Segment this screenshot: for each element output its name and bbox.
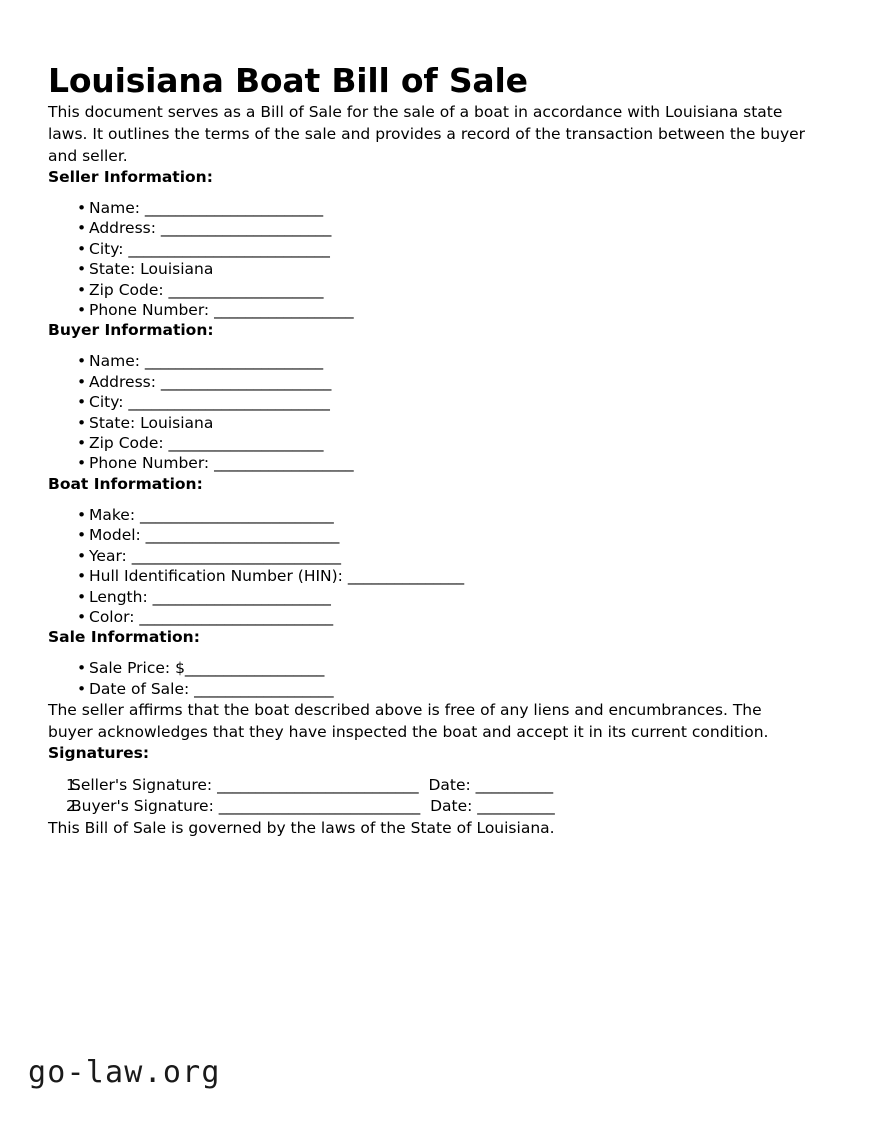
boat-field-year: • Year: ___________________________ (48, 546, 812, 566)
sale-field-date-of-sale: • Date of Sale: __________________ (48, 679, 812, 699)
buyer-field-city: • City: __________________________ (48, 392, 812, 412)
signature-line-seller: Seller's Signature: __________________________ Date: __________ (71, 776, 554, 795)
signature-line-buyer: Buyer's Signature: __________________________ Date: __________ (71, 796, 555, 815)
boat-information-list (48, 494, 812, 627)
buyer-field-name: • Name: _______________________ (48, 351, 812, 371)
signatures-list (48, 763, 812, 817)
boat-field-length: • Length: _______________________ (48, 587, 812, 607)
governing-law-paragraph: This Bill of Sale is governed by the laws of the State of Louisiana. (48, 818, 555, 837)
buyer-field-address: • Address: ______________________ (48, 372, 812, 392)
seller-field-address: • Address: ______________________ (48, 218, 812, 238)
site-watermark: go-law.org (28, 1055, 221, 1090)
seller-field-state: • State: Louisiana (48, 259, 812, 279)
buyer-information-heading: Buyer Information: (48, 321, 214, 340)
document-body (48, 0, 812, 839)
seller-information-list (48, 187, 812, 320)
page-title: Louisiana Boat Bill of Sale (48, 61, 528, 100)
boat-field-model: • Model: _________________________ (48, 525, 812, 545)
seller-information-heading: Seller Information: (48, 168, 213, 186)
intro-paragraph: This document serves as a Bill of Sale for the sale of a boat in accordance with Louisiana state laws. It outlines the terms of the sale and provides a record of the transaction between the buyer and seller. (48, 103, 806, 165)
buyer-field-zip-code: • Zip Code: ____________________ (48, 433, 812, 453)
seller-field-city: • City: __________________________ (48, 239, 812, 259)
seller-field-zip-code: • Zip Code: ____________________ (48, 280, 812, 300)
seller-field-phone-number: • Phone Number: __________________ (48, 300, 812, 320)
affirmation-paragraph: The seller affirms that the boat described above is free of any liens and encumbrances. The buyer acknowledges that they have inspected the boat and accept it in its current condition. (48, 701, 769, 742)
sale-information-list (48, 647, 812, 699)
boat-field-hin: • Hull Identification Number (HIN): _______________ (48, 566, 812, 586)
buyer-field-state: • State: Louisiana (48, 413, 812, 433)
seller-field-name: • Name: _______________________ (48, 198, 812, 218)
boat-information-heading: Boat Information: (48, 474, 203, 493)
buyer-information-list (48, 340, 812, 473)
signatures-heading: Signatures: (48, 744, 150, 763)
sale-information-heading: Sale Information: (48, 628, 200, 647)
boat-field-color: • Color: _________________________ (48, 607, 812, 627)
buyer-field-phone-number: • Phone Number: __________________ (48, 453, 812, 473)
sale-field-sale-price: • Sale Price: $__________________ (48, 658, 812, 678)
boat-field-make: • Make: _________________________ (48, 505, 812, 525)
